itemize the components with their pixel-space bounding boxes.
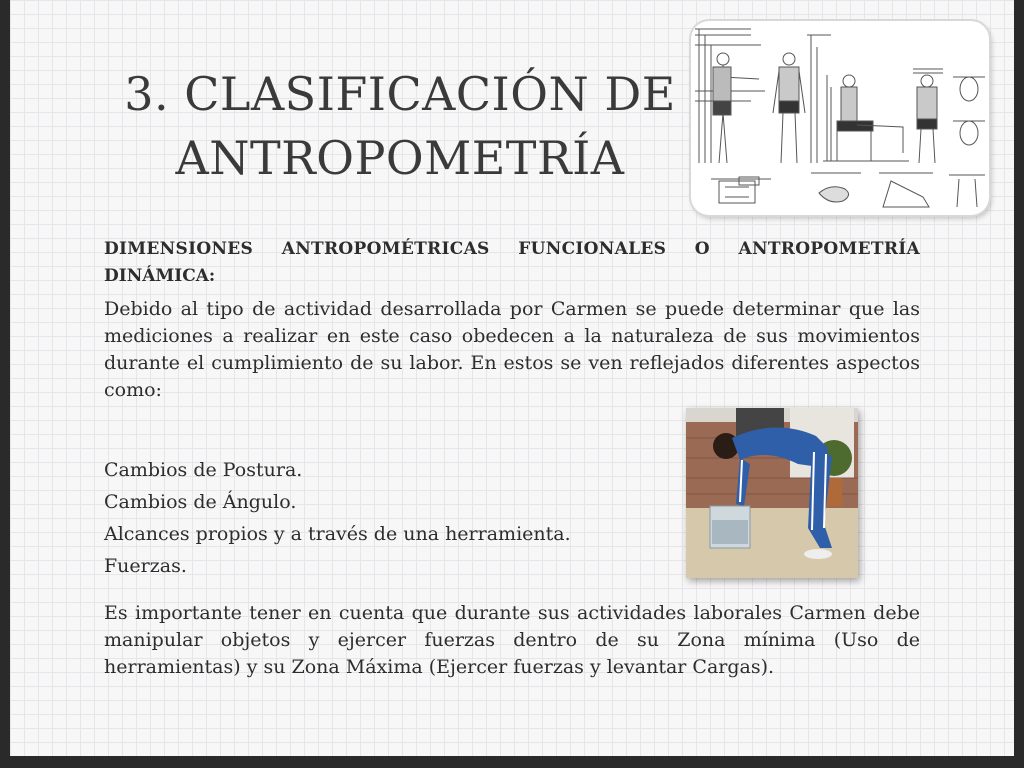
list-item: Fuerzas. bbox=[104, 555, 187, 577]
list-item: Cambios de Ángulo. bbox=[104, 491, 297, 513]
lifting-person-photo bbox=[686, 408, 858, 578]
subheading-line-2: DINÁMICA: bbox=[104, 266, 216, 286]
closing-paragraph: Es importante tener en cuenta que durante sus actividades laborales Carmen debe manipular objetos y ejercer fuerzas dentro de su Zona mínima (Uso de herramientas) y su Zona Máxima (Ejercer fuerzas y levantar Cargas). bbox=[104, 602, 920, 678]
title-line-2: ANTROPOMETRÍA bbox=[175, 131, 625, 185]
anthropometric-diagram-image bbox=[691, 21, 989, 215]
lifting-person-svg bbox=[686, 408, 858, 578]
slide-title bbox=[100, 62, 700, 190]
slide-border-right bbox=[1014, 0, 1024, 768]
intro-paragraph: Debido al tipo de actividad desarrollada por Carmen se puede determinar que las mediciones a realizar en este caso obedecen a la naturaleza de sus movimientos durante el cumplimiento de su labor. En estos se ven reflejados diferentes aspectos como: bbox=[104, 298, 920, 401]
slide-border-bottom bbox=[0, 756, 1024, 768]
anthropometric-diagram-svg bbox=[691, 21, 989, 215]
slide-border-left bbox=[0, 0, 10, 768]
title-line-1: 3. CLASIFICACIÓN DE bbox=[124, 67, 676, 121]
list-item: Alcances propios y a través de una herramienta. bbox=[104, 523, 571, 545]
list-item: Cambios de Postura. bbox=[104, 459, 303, 481]
subheading-line-1: DIMENSIONES ANTROPOMÉTRICAS FUNCIONALES O ANTROPOMETRÍA bbox=[104, 239, 920, 259]
